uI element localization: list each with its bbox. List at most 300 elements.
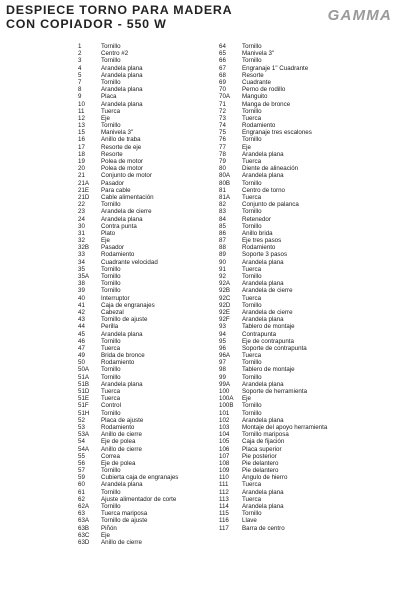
part-number: 115 xyxy=(219,510,229,518)
part-row xyxy=(78,453,228,460)
part-name: Tuerca xyxy=(242,158,262,165)
part-name: Arandela de cierre xyxy=(242,287,293,295)
part-row xyxy=(219,496,369,503)
part-name: Tornillo xyxy=(242,273,262,280)
part-row xyxy=(219,136,369,143)
part-name: Manguito xyxy=(242,93,268,101)
part-number: 76 xyxy=(219,136,226,144)
part-number: 106 xyxy=(219,445,230,453)
part-number: 73 xyxy=(219,114,226,122)
part-row xyxy=(219,187,369,194)
part-row xyxy=(78,65,228,72)
part-row xyxy=(78,489,228,496)
part-name: Perno de rodillo xyxy=(242,86,286,94)
part-name: Rodamiento xyxy=(101,359,135,367)
part-name: Tornillo xyxy=(101,337,121,345)
part-row xyxy=(219,93,369,100)
part-name: Caja de fijación xyxy=(242,438,285,446)
part-row xyxy=(78,165,228,172)
part-number: 41 xyxy=(78,301,85,309)
part-name: Cubierta caja de engranajes xyxy=(101,474,179,482)
part-number: 42 xyxy=(78,308,85,316)
part-name: Rodamiento xyxy=(101,251,135,259)
part-name: Tuerca xyxy=(101,395,121,403)
part-name: Conjunto de palanca xyxy=(242,201,299,209)
part-name: Tornillo xyxy=(242,136,262,144)
part-row xyxy=(219,352,369,359)
part-number: 45 xyxy=(78,330,85,338)
part-row xyxy=(219,151,369,158)
part-name: Resorte xyxy=(242,71,264,79)
part-name: Llave xyxy=(242,517,257,525)
part-name: Arandela plana xyxy=(101,64,143,72)
part-name: Manga de bronce xyxy=(242,100,291,108)
part-number: 52 xyxy=(78,416,85,424)
part-number: 94 xyxy=(219,330,226,338)
part-number: 5 xyxy=(78,71,82,79)
part-number: 35 xyxy=(78,265,85,273)
part-row xyxy=(219,338,369,345)
part-row xyxy=(219,302,369,309)
part-number: 13 xyxy=(78,122,85,130)
part-name: Soporte 3 pasos xyxy=(242,251,288,259)
part-name: Conjunto de motor xyxy=(101,172,152,180)
part-row xyxy=(219,446,369,453)
part-name: Rodamiento xyxy=(101,423,135,431)
part-number: 78 xyxy=(219,150,226,158)
part-row xyxy=(219,388,369,395)
part-row xyxy=(219,244,369,251)
part-name: Polea de motor xyxy=(101,165,143,173)
part-number: 109 xyxy=(219,467,230,475)
part-name: Manivela 3" xyxy=(101,129,134,137)
part-name: Arandela plana xyxy=(242,380,284,388)
part-row xyxy=(78,237,228,244)
part-row xyxy=(78,136,228,143)
part-name: Tuerca xyxy=(242,193,262,201)
part-row xyxy=(219,65,369,72)
part-name: Soporte de contrapunta xyxy=(242,344,307,352)
part-row xyxy=(78,208,228,215)
part-row xyxy=(78,474,228,481)
part-name: Tornillo xyxy=(242,222,262,230)
part-row xyxy=(219,180,369,187)
part-row xyxy=(219,208,369,215)
part-row xyxy=(219,101,369,108)
part-number: 69 xyxy=(219,78,226,86)
part-name: Diente de alineación xyxy=(242,165,299,173)
part-name: Eje xyxy=(101,114,110,122)
part-number: 54A xyxy=(78,445,90,453)
part-row xyxy=(219,467,369,474)
part-name: Piñón xyxy=(101,524,117,532)
part-name: Tornillo xyxy=(101,488,121,496)
part-name: Interruptor xyxy=(101,294,130,302)
part-name: Tornillo xyxy=(242,43,262,50)
part-name: Resorte de eje xyxy=(101,143,142,151)
part-name: Tuerca xyxy=(242,481,262,489)
part-row xyxy=(219,323,369,330)
part-row xyxy=(78,93,228,100)
part-number: 99 xyxy=(219,373,226,381)
part-name: Soporte de herramienta xyxy=(242,388,308,395)
part-name: Centro de torno xyxy=(242,186,285,194)
part-name: Arandela plana xyxy=(242,280,284,288)
part-name: Retenedor xyxy=(242,215,271,223)
part-name: Arandela plana xyxy=(101,215,143,223)
part-name: Tuerca xyxy=(242,114,262,122)
part-number: 77 xyxy=(219,143,226,151)
part-row xyxy=(219,259,369,266)
part-name: Cable alimentación xyxy=(101,193,154,201)
part-row xyxy=(78,417,228,424)
part-row xyxy=(78,510,228,517)
part-name: Anillo de traba xyxy=(101,136,141,144)
part-name: Rodamiento xyxy=(242,244,276,252)
part-number: 80A xyxy=(219,172,231,180)
part-row xyxy=(219,57,369,64)
part-name: Tuerca xyxy=(242,352,262,360)
part-number: 101 xyxy=(219,409,230,417)
part-number: 64 xyxy=(219,43,226,50)
part-row xyxy=(219,438,369,445)
part-row xyxy=(78,338,228,345)
part-row xyxy=(78,503,228,510)
part-row xyxy=(219,223,369,230)
part-row xyxy=(78,460,228,467)
part-row xyxy=(219,251,369,258)
part-row xyxy=(219,266,369,273)
part-name: Tornillo xyxy=(242,510,262,518)
part-row xyxy=(78,438,228,445)
part-name: Correa xyxy=(101,452,120,460)
part-number: 33 xyxy=(78,251,85,259)
part-number: 21D xyxy=(78,193,90,201)
part-number: 53 xyxy=(78,423,85,431)
part-number: 81A xyxy=(219,193,231,201)
part-name: Tornillo xyxy=(101,265,121,273)
part-row xyxy=(219,424,369,431)
part-name: Pie posterior xyxy=(242,452,277,460)
part-name: Tornillo de ajuste xyxy=(101,517,148,525)
part-row xyxy=(219,86,369,93)
part-number: 21A xyxy=(78,179,90,187)
part-name: Arandela de cierre xyxy=(242,308,293,316)
part-number: 59 xyxy=(78,474,85,482)
part-row xyxy=(219,316,369,323)
part-row xyxy=(78,381,228,388)
part-row xyxy=(219,158,369,165)
part-row xyxy=(78,374,228,381)
part-name: Eje de contrapunta xyxy=(242,337,294,345)
part-name: Eje xyxy=(101,237,110,245)
part-row xyxy=(78,230,228,237)
part-number: 91 xyxy=(219,265,226,273)
part-name: Cabezal xyxy=(101,308,124,316)
part-row xyxy=(219,374,369,381)
part-number: 51D xyxy=(78,388,90,395)
part-name: Barra de centro xyxy=(242,524,285,532)
part-row xyxy=(78,280,228,287)
part-number: 31 xyxy=(78,229,85,237)
part-name: Resorte xyxy=(101,150,123,158)
part-row xyxy=(78,431,228,438)
part-row xyxy=(78,331,228,338)
part-number: 83 xyxy=(219,208,226,216)
part-row xyxy=(219,287,369,294)
part-name: Tornillo xyxy=(101,122,121,130)
part-number: 65 xyxy=(219,50,226,58)
part-name: Arandela plana xyxy=(101,481,143,489)
part-name: Tuerca xyxy=(101,344,121,352)
part-number: 51B xyxy=(78,380,90,388)
part-name: Tuerca mariposa xyxy=(101,510,148,518)
part-row xyxy=(78,101,228,108)
part-name: Tornillo de ajuste xyxy=(101,316,148,324)
part-name: Tornillo xyxy=(101,287,121,295)
part-row xyxy=(78,223,228,230)
part-row xyxy=(219,230,369,237)
part-name: Arandela plana xyxy=(101,86,143,94)
part-name: Tornillo xyxy=(242,179,262,187)
part-number: 2 xyxy=(78,50,82,58)
part-name: Arandela plana xyxy=(242,172,284,180)
part-name: Anillo de cierre xyxy=(101,445,142,453)
part-row xyxy=(219,79,369,86)
part-number: 63C xyxy=(78,531,90,539)
part-row xyxy=(78,359,228,366)
part-name: Cuadrante xyxy=(242,78,271,86)
part-name: Para cable xyxy=(101,186,131,194)
part-number: 30 xyxy=(78,222,85,230)
part-number: 63B xyxy=(78,524,90,532)
part-number: 103 xyxy=(219,423,230,431)
part-row xyxy=(78,295,228,302)
part-name: Tornillo xyxy=(242,301,262,309)
part-number: 85 xyxy=(219,222,226,230)
part-number: 70 xyxy=(219,86,226,94)
part-number: 38 xyxy=(78,280,85,288)
part-name: Arandela plana xyxy=(242,488,284,496)
part-number: 8 xyxy=(78,86,82,94)
part-name: Eje de polea xyxy=(101,459,136,467)
part-number: 43 xyxy=(78,316,85,324)
part-name: Arandela plana xyxy=(242,150,284,158)
part-number: 51H xyxy=(78,409,90,417)
part-name: Placa xyxy=(101,93,117,101)
part-row xyxy=(219,309,369,316)
part-row xyxy=(78,86,228,93)
part-number: 79 xyxy=(219,158,226,165)
part-number: 71 xyxy=(219,100,226,108)
part-number: 102 xyxy=(219,416,230,424)
part-row xyxy=(219,525,369,532)
part-number: 62A xyxy=(78,503,90,510)
part-number: 67 xyxy=(219,64,226,72)
part-row xyxy=(219,474,369,481)
part-number: 92E xyxy=(219,308,231,316)
part-row xyxy=(78,172,228,179)
part-number: 50 xyxy=(78,359,85,367)
part-number: 20 xyxy=(78,165,85,173)
parts-column-left xyxy=(78,43,228,546)
part-number: 62 xyxy=(78,495,85,503)
part-name: Tornillo xyxy=(101,373,121,381)
part-number: 90 xyxy=(219,258,226,266)
part-name: Perilla xyxy=(101,323,119,331)
part-number: 63D xyxy=(78,538,90,546)
part-number: 35A xyxy=(78,273,90,280)
part-row xyxy=(78,129,228,136)
part-name: Ajuste alimentador de corte xyxy=(101,495,177,503)
part-number: 92B xyxy=(219,287,231,295)
part-number: 97 xyxy=(219,359,226,367)
part-number: 61 xyxy=(78,488,85,496)
part-number: 51A xyxy=(78,373,90,381)
part-name: Tornillo xyxy=(101,273,121,280)
part-number: 60 xyxy=(78,481,85,489)
part-number: 72 xyxy=(219,107,226,115)
part-row xyxy=(219,216,369,223)
part-number: 113 xyxy=(219,495,229,503)
part-row xyxy=(78,151,228,158)
part-row xyxy=(219,395,369,402)
part-row xyxy=(219,237,369,244)
part-number: 23 xyxy=(78,208,85,216)
part-row xyxy=(78,539,228,546)
part-number: 107 xyxy=(219,452,230,460)
part-name: Tablero de montaje xyxy=(242,366,295,374)
part-number: 32B xyxy=(78,244,90,252)
part-name: Tuerca xyxy=(101,107,121,115)
part-row xyxy=(78,517,228,524)
part-name: Caja de engranajes xyxy=(101,301,155,309)
part-row xyxy=(219,481,369,488)
part-row xyxy=(78,395,228,402)
part-row xyxy=(78,402,228,409)
part-row xyxy=(78,323,228,330)
part-number: 40 xyxy=(78,294,85,302)
part-number: 4 xyxy=(78,64,82,72)
part-name: Tuerca xyxy=(242,495,262,503)
part-number: 100B xyxy=(219,402,234,410)
part-number: 84 xyxy=(219,215,226,223)
part-row xyxy=(78,108,228,115)
part-name: Arandela de cierre xyxy=(101,208,152,216)
part-row xyxy=(78,316,228,323)
part-row xyxy=(78,410,228,417)
part-number: 112 xyxy=(219,488,229,496)
brand-logo: GAMMA xyxy=(327,7,392,24)
part-name: Eje de polea xyxy=(101,438,136,446)
part-number: 63A xyxy=(78,517,90,525)
parts-column-right xyxy=(219,43,369,532)
part-name: Engranaje 1" Cuadrante xyxy=(242,64,309,72)
part-name: Tornillo xyxy=(101,201,121,209)
part-row xyxy=(219,453,369,460)
part-number: 81 xyxy=(219,186,226,194)
part-number: 111 xyxy=(219,481,229,489)
part-name: Tornillo xyxy=(242,208,262,216)
part-number: 75 xyxy=(219,129,226,137)
page-subtitle: CON COPIADOR - 550 W xyxy=(6,17,167,31)
part-name: Tornillo xyxy=(242,409,262,417)
part-number: 88 xyxy=(219,244,226,252)
part-row xyxy=(78,525,228,532)
part-row xyxy=(219,510,369,517)
part-name: Arandela plana xyxy=(242,503,284,510)
part-number: 44 xyxy=(78,323,85,331)
part-name: Contrapunta xyxy=(242,330,277,338)
part-name: Tablero de montaje xyxy=(242,323,295,331)
part-row xyxy=(219,129,369,136)
part-row xyxy=(219,280,369,287)
part-name: Tornillo mariposa xyxy=(242,431,289,439)
part-name: Tuerca xyxy=(101,388,121,395)
part-name: Arandela plana xyxy=(101,100,143,108)
part-name: Eje xyxy=(101,531,110,539)
part-row xyxy=(219,72,369,79)
part-row xyxy=(78,194,228,201)
part-number: 21E xyxy=(78,186,90,194)
part-name: Anillo brida xyxy=(242,229,273,237)
part-number: 74 xyxy=(219,122,226,130)
part-row xyxy=(219,345,369,352)
part-row xyxy=(219,144,369,151)
part-name: Brida de bronce xyxy=(101,352,145,360)
part-row xyxy=(78,57,228,64)
part-number: 108 xyxy=(219,459,230,467)
part-row xyxy=(219,381,369,388)
part-name: Tornillo xyxy=(242,57,262,65)
part-number: 95 xyxy=(219,337,226,345)
part-number: 104 xyxy=(219,431,230,439)
part-name: Pie delantero xyxy=(242,459,279,467)
part-number: 92C xyxy=(219,294,231,302)
part-row xyxy=(78,201,228,208)
part-number: 12 xyxy=(78,114,85,122)
part-name: Tornillo xyxy=(101,503,121,510)
part-number: 80B xyxy=(219,179,231,187)
part-name: Tornillo xyxy=(242,359,262,367)
part-name: Arandela plana xyxy=(242,416,284,424)
part-row xyxy=(78,43,228,50)
part-number: 57 xyxy=(78,467,85,475)
part-row xyxy=(219,295,369,302)
part-row xyxy=(78,50,228,57)
part-number: 98 xyxy=(219,366,226,374)
part-name: Tornillo xyxy=(101,409,121,417)
part-name: Montaje del apoyo herramienta xyxy=(242,423,328,431)
part-number: 96A xyxy=(219,352,231,360)
part-number: 19 xyxy=(78,158,85,165)
part-name: Tornillo xyxy=(101,57,121,65)
part-row xyxy=(219,460,369,467)
part-name: Anillo de cierre xyxy=(101,431,142,439)
part-number: 10 xyxy=(78,100,85,108)
part-number: 9 xyxy=(78,93,82,101)
part-row xyxy=(219,331,369,338)
part-number: 32 xyxy=(78,237,85,245)
part-number: 3 xyxy=(78,57,82,65)
part-row xyxy=(219,43,369,50)
part-row xyxy=(78,532,228,539)
part-row xyxy=(78,496,228,503)
part-name: Rodamiento xyxy=(242,122,276,130)
part-name: Arandela plana xyxy=(101,330,143,338)
part-name: Tuerca xyxy=(242,294,262,302)
part-name: Tornillo xyxy=(101,78,121,86)
